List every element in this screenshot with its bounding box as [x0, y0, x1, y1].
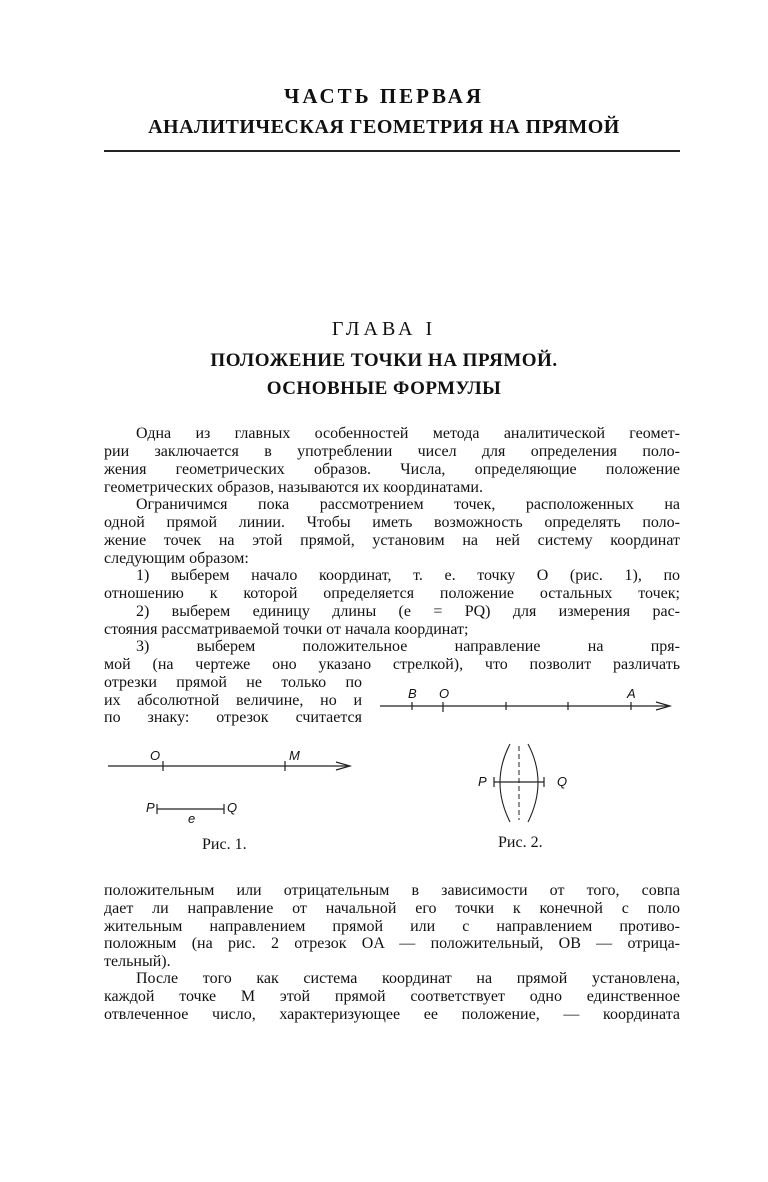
text-line: рии заключается в употреблении чисел для определения поло-: [104, 443, 680, 460]
text-line: Одна из главных особенностей метода аналитической геомет-: [136, 425, 680, 442]
text-line: 3) выберем положительное направление на пря-: [136, 638, 680, 655]
text-line: мой (на чертеже оно указано стрелкой), что позволит различать: [104, 656, 680, 673]
text-line: следующим образом:: [104, 550, 249, 567]
text-line: жение точек на этой прямой, установим на ней систему координат: [104, 532, 680, 549]
fig2-label-a: A: [627, 686, 636, 701]
text-line: отвлеченное число, характеризующее ее положение, — координата: [104, 1006, 680, 1023]
text-line: геометрических образов, называются их координатами.: [104, 479, 483, 496]
text-line: тельный).: [104, 953, 171, 970]
text-line: После того как система координат на прямой установлена,: [136, 970, 680, 987]
figure-1-caption: Рис. 1.: [202, 836, 247, 853]
text-line: одной прямой линии. Чтобы иметь возможность определять поло-: [104, 514, 680, 531]
chapter-number: ГЛАВА I: [331, 318, 437, 340]
fig2-label-q: Q: [557, 774, 568, 789]
text-line: положительным или отрицательным в зависимости от того, совпа: [104, 882, 680, 899]
text-line: жительным направлением прямой или с направлением противо-: [104, 918, 680, 935]
fig2-label-o: O: [439, 686, 450, 701]
fig1-label-q: Q: [227, 800, 238, 815]
part-subtitle: АНАЛИТИЧЕСКАЯ ГЕОМЕТРИЯ НА ПРЯМОЙ: [148, 116, 620, 138]
text-line: по знаку: отрезок считается: [104, 709, 362, 726]
text-line: их абсолютной величине, но и: [104, 692, 362, 709]
fig2-label-b: B: [408, 686, 417, 701]
fig1-label-p: P: [146, 800, 155, 815]
fig2-label-p: P: [478, 774, 487, 789]
text-line: каждой точке M этой прямой соответствует одно единственное: [104, 988, 680, 1005]
text-line: дает ли направление от начальной его точки к конечной с поло: [104, 900, 680, 917]
part-title: ЧАСТЬ ПЕРВАЯ: [283, 84, 485, 108]
text-line: жения геометрических образов. Числа, определяющие положение: [104, 461, 680, 478]
text-line: стояния рассматриваемой точки от начала координат;: [104, 621, 469, 638]
chapter-title-line1: ПОЛОЖЕНИЕ ТОЧКИ НА ПРЯМОЙ.: [210, 350, 558, 371]
text-line: отношению к которой определяется положение остальных точек;: [104, 585, 680, 602]
fig1-label-e: e: [188, 811, 196, 826]
fig1-label-o: O: [150, 748, 161, 763]
fig1-label-m: M: [289, 748, 300, 763]
chapter-title-line2: ОСНОВНЫЕ ФОРМУЛЫ: [266, 378, 502, 399]
text-line: отрезки прямой не только по: [104, 674, 362, 691]
header-rule: [104, 150, 680, 152]
figure-2-caption: Рис. 2.: [498, 834, 543, 851]
text-line: 2) выберем единицу длины (e = PQ) для измерения рас-: [136, 603, 680, 620]
text-line: положным (на рис. 2 отрезок OA — положительный, OB — отрица-: [104, 935, 680, 952]
text-line: 1) выберем начало координат, т. е. точку O (рис. 1), по: [136, 567, 680, 584]
text-line: Ограничимся пока рассмотрением точек, расположенных на: [136, 496, 680, 513]
figure-2-construction: [486, 738, 556, 828]
